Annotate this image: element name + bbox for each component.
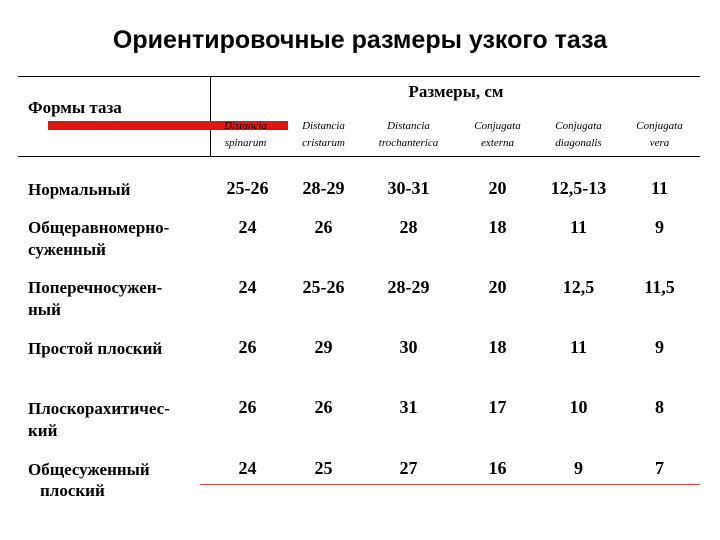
table-cell: 12,5-13 [550,178,607,198]
row-label-line: Нормальный [28,180,131,199]
column-header [368,118,449,152]
table-cell: 18 [488,337,507,357]
table-cell: 28 [399,217,418,237]
table-cell: 31 [399,397,418,417]
row-label [28,338,203,360]
table-cell: 27 [399,458,418,478]
row-label-line: кий [28,421,58,440]
row-label [28,277,203,321]
column-header-line1: Conjugata diagonalis [555,120,602,149]
column-header-line1: Distancia cristarum [302,120,345,149]
table-cell: 26 [238,337,257,357]
table-cell: 9 [655,337,664,357]
table-cell: 9 [655,217,664,237]
table-cell: 24 [238,277,257,297]
table-cell: 24 [238,217,257,237]
table-cell: 12,5 [562,277,595,297]
column-header [205,118,286,152]
table-cell: 28-29 [302,178,345,198]
row-label-line: плоский [40,481,105,500]
table-cell: 7 [655,458,664,478]
column-header-line1: Distancia spinarum [224,120,267,149]
table-cell: 26 [314,217,333,237]
table-cell: 30 [399,337,418,357]
column-header [619,118,700,152]
column-header-line1: Conjugata externa [474,120,521,149]
column-header-line1: Distancia trochanterica [378,120,439,149]
table-cell: 25-26 [302,277,345,297]
table-cell: 11,5 [644,277,675,297]
row-label [28,459,203,501]
table-cell: 17 [488,397,507,417]
table-cell: 20 [488,277,507,297]
row-label [28,217,203,261]
table-cell: 11 [569,217,587,237]
table-cell: 28-29 [387,277,430,297]
column-header-line1: Conjugata vera [636,120,683,149]
row-label [28,179,203,201]
row-label [28,398,203,442]
table-cell: 26 [238,397,257,417]
table-cell: 16 [488,458,507,478]
row-label-line: Плоскорахитичес- [28,399,170,418]
table-cell: 25-26 [226,178,269,198]
row-label-line: Общесуженный [28,460,150,479]
table-cell: 9 [574,458,583,478]
row-label-line: Общеравномерно- [28,218,170,237]
table-cell: 11 [569,337,587,357]
table-cell: 26 [314,397,333,417]
table-cell: 10 [569,397,588,417]
column-header [538,118,619,152]
row-label-line: ный [28,300,61,319]
table-top-border [18,76,700,77]
column-header [457,118,538,152]
column-header [283,118,364,152]
table-cell: 30-31 [387,178,430,198]
red-underline [200,484,700,485]
header-sizes: Размеры, см [408,82,504,101]
header-divider [18,156,700,157]
table-cell: 25 [314,458,333,478]
row-label-line: Поперечносужен- [28,278,163,297]
table-cell: 11 [650,178,668,198]
header-forms: Формы таза [28,98,122,117]
table-cell: 24 [238,458,257,478]
table-cell: 29 [314,337,333,357]
row-label-line: Простой плоский [28,339,163,358]
table-cell: 18 [488,217,507,237]
row-label-line: суженный [28,240,106,259]
table-cell: 8 [655,397,664,417]
table-cell: 20 [488,178,507,198]
slide-title: Ориентировочные размеры узкого таза [112,26,608,54]
